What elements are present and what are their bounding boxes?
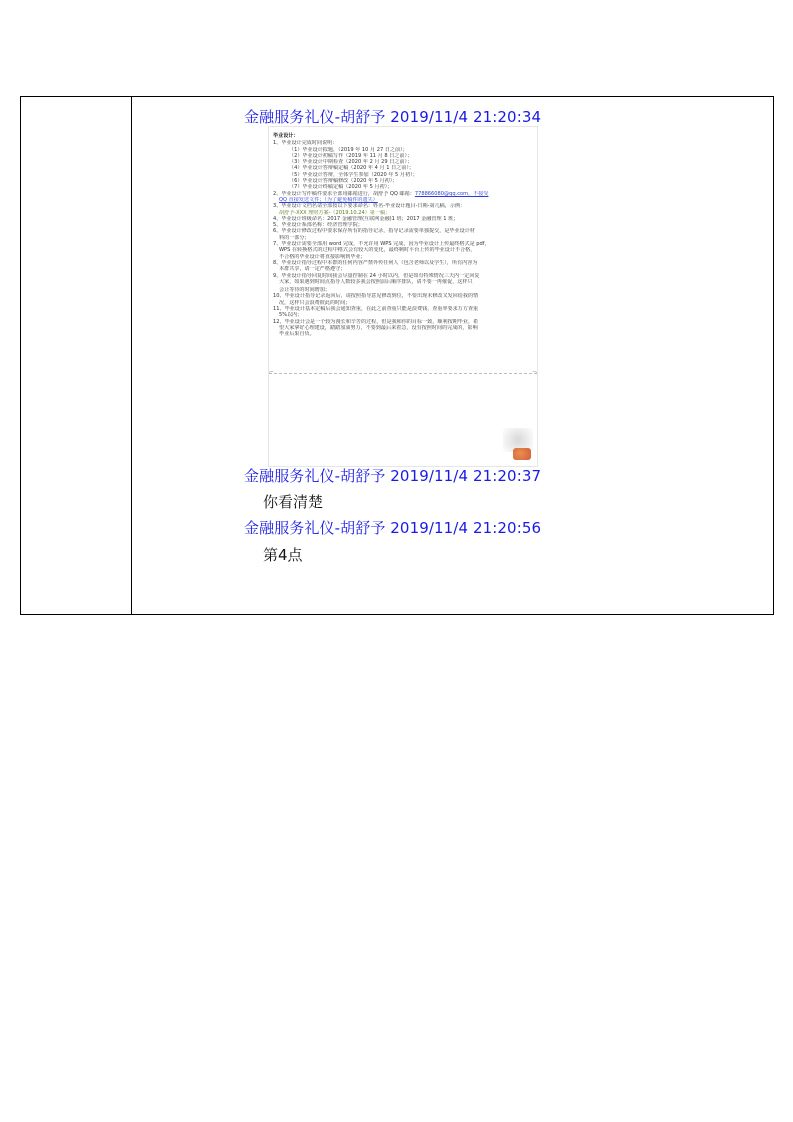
doc-line: 胡舒予-XXX 理财方案-（2019.10.24）第一稿；	[279, 209, 391, 216]
watermark-logo-icon	[513, 448, 531, 460]
embedded-document	[273, 133, 533, 338]
doc-line: 12、毕业设计会是一个较为漫长和辛苦的过程，但是我和你的目标一致，顺利按期毕业，希	[273, 318, 479, 325]
page-corner-mark: ⌐	[269, 369, 275, 376]
doc-line: （4）毕业设计答辩稿定稿（2020 年 4 月 1 日之前）；	[289, 165, 415, 172]
doc-line: 况，这样只会浪费彼此的时间；	[279, 299, 351, 306]
embedded-screenshot	[269, 127, 537, 466]
doc-line: 不合格的毕业设计将直接影响到毕业；	[279, 253, 366, 260]
doc-line: QQ 直接发送文件；（为了避免稿件的遗失）	[279, 196, 378, 203]
doc-line: （7）毕业设计终稿定稿（2020 年 5 月初）；	[289, 184, 393, 191]
message-body: 第4点	[263, 546, 303, 564]
doc-line: 5%以内；	[279, 312, 303, 319]
embedded-document-title: 毕业设计：	[273, 133, 299, 139]
doc-line: 10、毕业设计指导记录返回后，请按照指导意见修改到位，不要出现未修改又发回给我的情	[273, 293, 479, 300]
doc-link: 778866080@qq.com，不接受	[414, 190, 489, 197]
message-header: 金融服务礼仪-胡舒予 2019/11/4 21:20:37	[244, 467, 542, 485]
page-corner-mark: ¬	[531, 369, 537, 376]
doc-line: 大家，如果遇到时间点指导人数较多我会按照前后顺序排队，请不要一再催促，这样只	[279, 278, 473, 285]
doc-line: 9、毕业设计指导回复时间我会尽量控制在 24 小时以内，但是如有特殊情况三天内一定回复	[273, 272, 480, 279]
doc-line: （2）毕业设计初稿写作（2019 年 11 月 8 日之前）；	[289, 152, 413, 159]
message-header: 金融服务礼仪-胡舒予 2019/11/4 21:20:34	[244, 108, 542, 126]
table-left-cell	[21, 97, 132, 614]
page-break-line	[269, 373, 537, 374]
doc-line: WPS 在转换格式的过程中格式会有较大的变化，最终剩时平台上传的毕业设计不合格，	[279, 247, 476, 254]
doc-line: 本群共享，请一定严格遵守；	[279, 266, 346, 273]
doc-line: 毕业后果自负。	[279, 331, 315, 338]
doc-line: 望大家拿好心理建设，踏踏加油努力，不要到最后来着急，没有按照时间的完成的，影响	[279, 324, 478, 331]
doc-line: 1、毕业设计完成时间说明：	[273, 140, 338, 147]
doc-line: （5）毕业设计答辩，全体学生参加（2020 年 5 月初）；	[289, 171, 418, 178]
doc-line: 11、毕业设计基本定稿后我会通知查重，在此之前查重只能是浪费钱，查重率要求万方查重	[273, 306, 479, 313]
doc-line: 7、毕业设计需要全部用 word 完成，不允许用 WPS 完成，因为毕业设计上传最终格式是 pdf，	[273, 241, 490, 248]
doc-line: 会让等待的时间增加；	[279, 287, 330, 294]
doc-line: 3、毕业设计文档名请全部按以下要求命名：姓名-毕业设计题目-日期-第几稿，示例：	[273, 203, 466, 210]
doc-line: （3）毕业设计中期检查（2020 年 2 月 29 日之前）；	[289, 159, 413, 166]
doc-line: 2、毕业设计写作稿件要求全部用邮箱进行，胡舒予 QQ 邮箱：778866080@qq.com，不接受	[273, 190, 489, 197]
doc-line: 5、毕业设计系部名称：经济管理学院；	[273, 222, 363, 229]
message-body: 你看清楚	[263, 493, 324, 511]
doc-line: 4、毕业设计班级命名：2017 金融管理(互联网金融)1 班；2017 金融管理 1 班；	[273, 215, 459, 222]
doc-line: 料的一部分；	[279, 234, 310, 241]
message-header: 金融服务礼仪-胡舒予 2019/11/4 21:20:56	[244, 519, 542, 537]
doc-line: 8、毕业设计指导过程中本群的任何内容严禁外传任何人（包含老师以及学生），所有内容为	[273, 259, 478, 266]
doc-line: （6）毕业设计答辩稿修改（2020 年 5 月初）；	[289, 178, 398, 185]
doc-line: （1）毕业设计拟题，（2019 年 10 月 27 日之前）；	[289, 146, 408, 153]
doc-line: 6、毕业设计修改过程中要求保存所有的指导记录，指导记录需要单独提交，是毕业设计材	[273, 228, 475, 235]
